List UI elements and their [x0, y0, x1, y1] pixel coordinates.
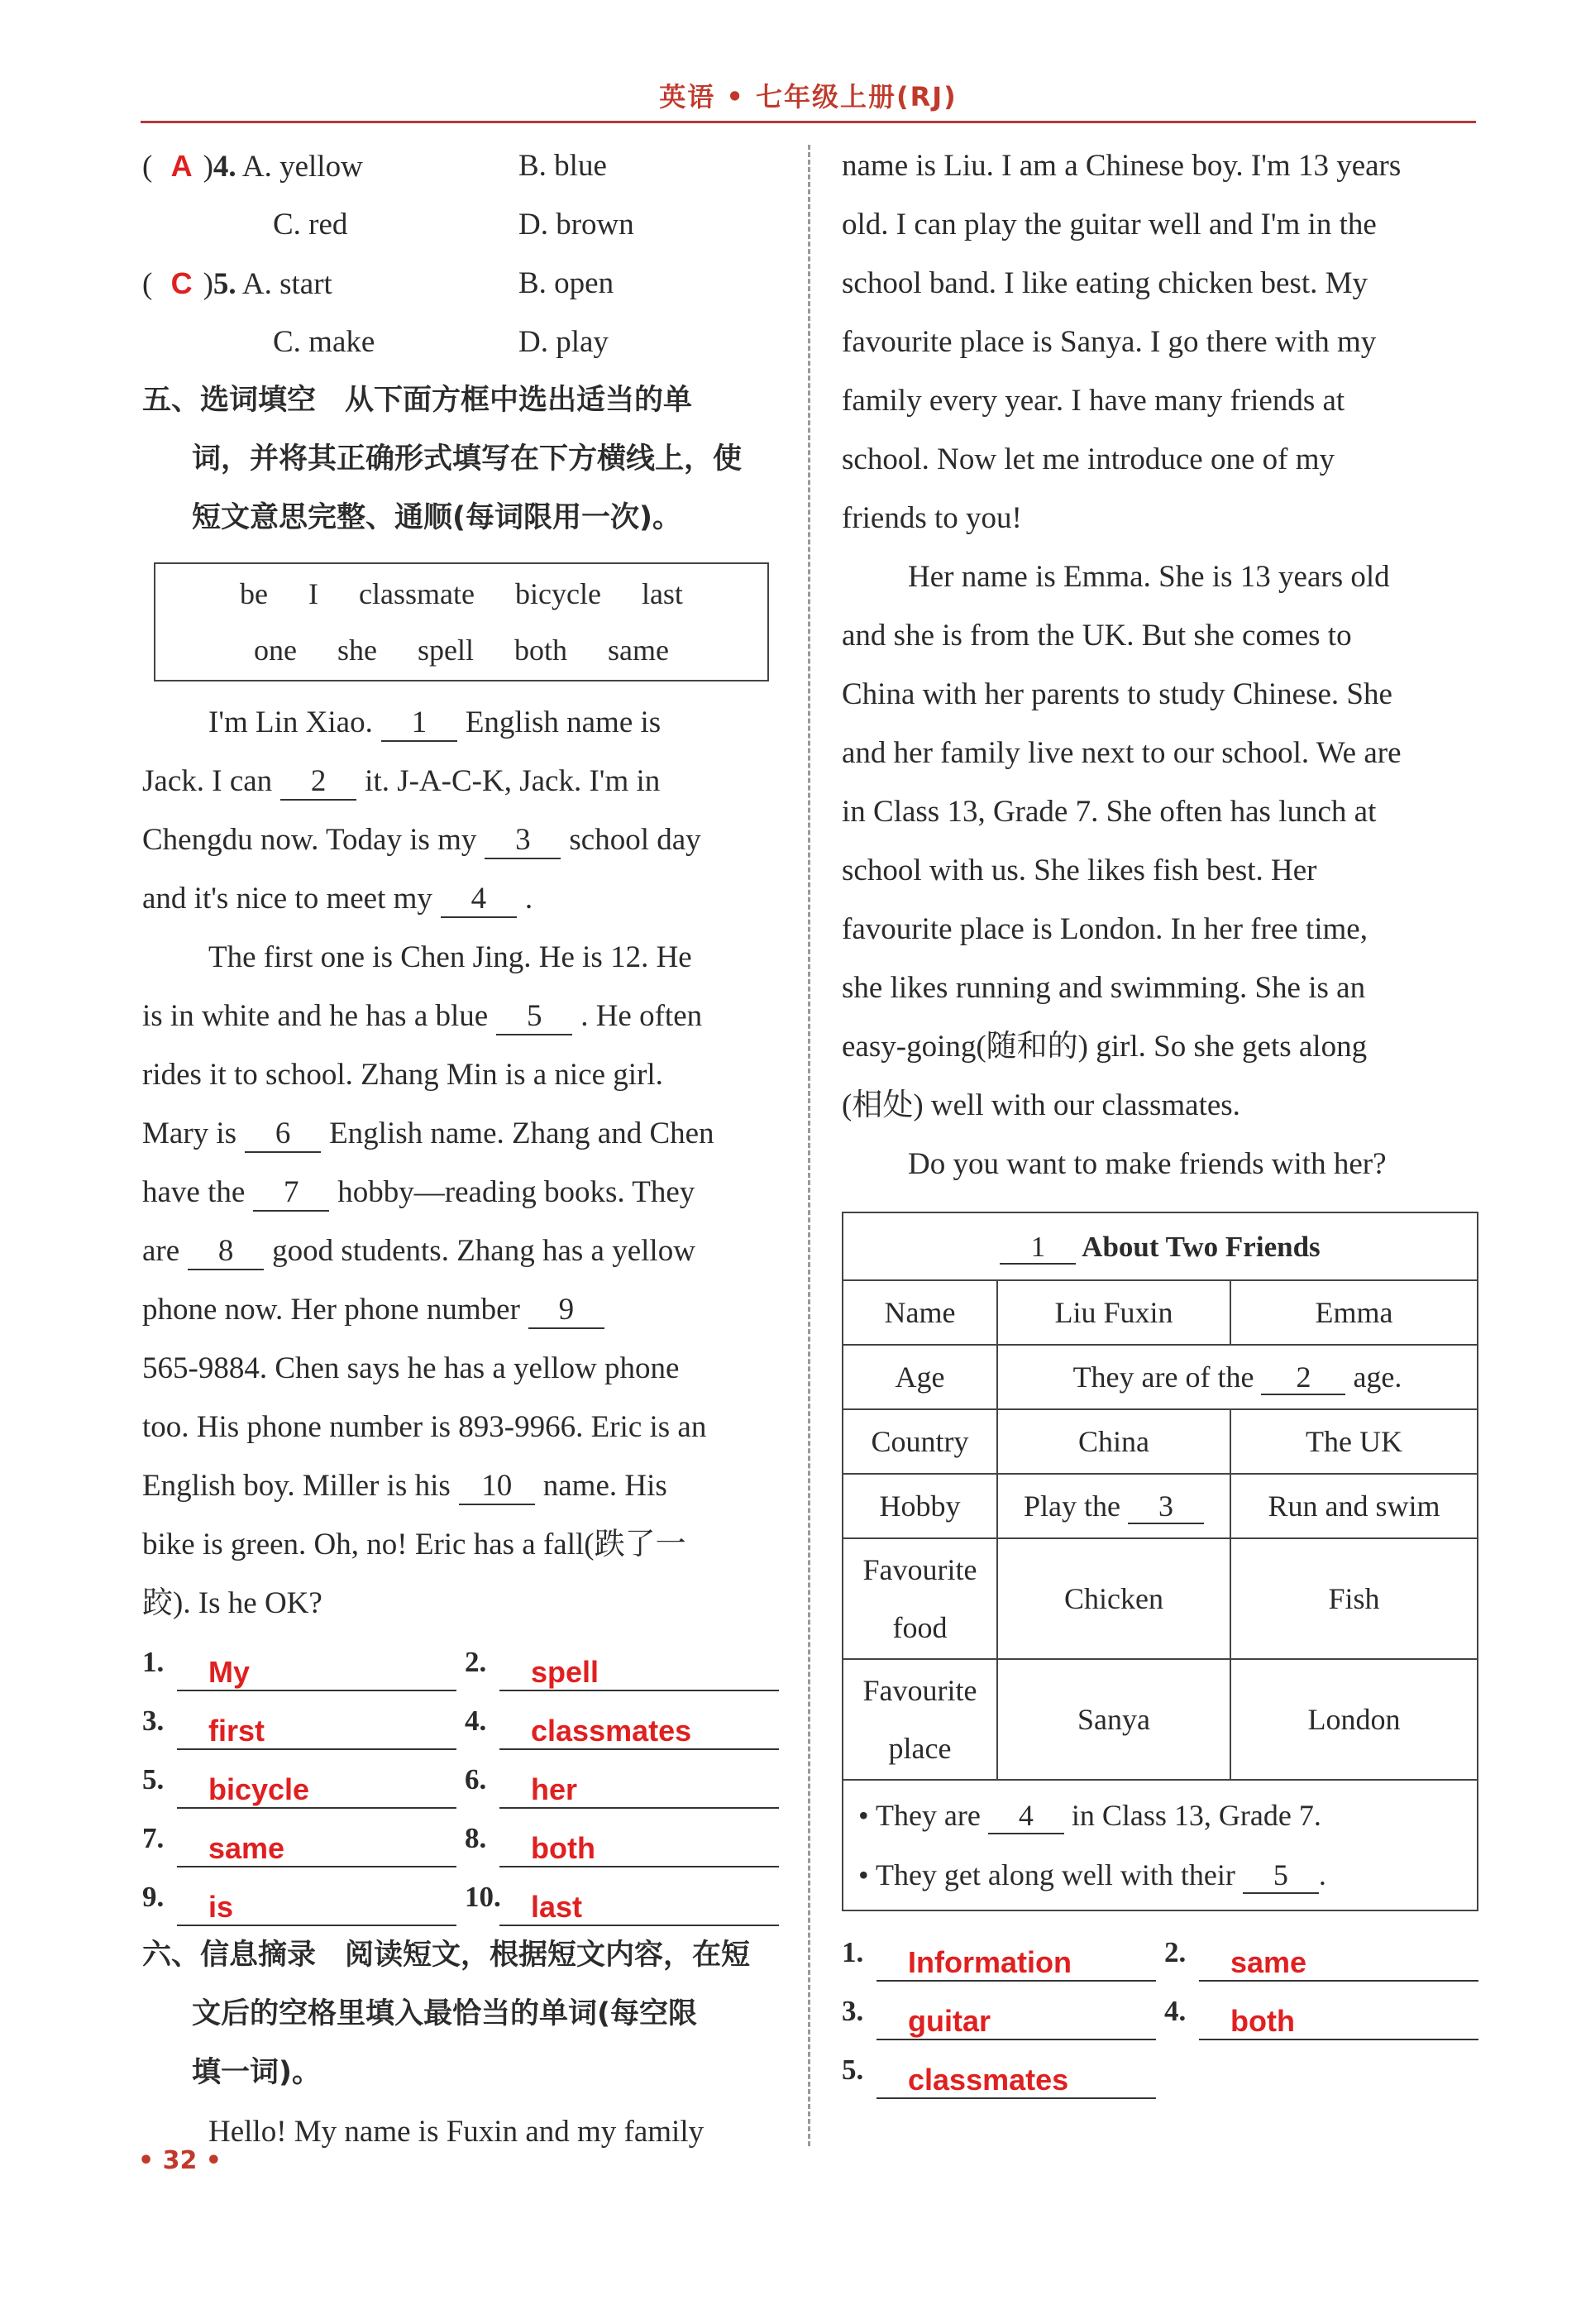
passage-line: easy-going(随和的) girl. So she gets along [842, 1030, 1368, 1064]
footer-text: • They are [858, 1799, 981, 1832]
answer-row [842, 1923, 1164, 1982]
word-bank-word: I [308, 577, 319, 610]
blank: 3 [1128, 1490, 1204, 1525]
word-bank-word: last [641, 577, 683, 610]
choice-answer: C [170, 266, 193, 300]
answer-row [465, 1809, 779, 1867]
answer-number: 7. [142, 1822, 165, 1854]
page-header [141, 73, 1476, 123]
footer-line [858, 1786, 1462, 1845]
passage-text: and it's nice to meet my [142, 882, 432, 916]
section-6-title-line2: 文后的空格里填入最恰当的单词(每空限 [192, 1997, 697, 2030]
answer-fill: spell [499, 1654, 779, 1691]
column-divider [808, 145, 810, 2146]
cell: London [1230, 1659, 1478, 1780]
word-bank-word: be [240, 577, 269, 610]
caption-text: About Two Friends [1082, 1230, 1321, 1263]
word-bank-box [154, 562, 769, 681]
cell: Chicken [997, 1538, 1230, 1659]
table-row [843, 1345, 1478, 1409]
passage-line [142, 869, 779, 928]
answer-number: 8. [465, 1822, 487, 1854]
passage-line: name is Liu. I am a Chinese boy. I'm 13 years [842, 149, 1402, 183]
passage-text: hobby—reading books. They [337, 1175, 695, 1209]
paren: ) [203, 267, 213, 301]
section-5-passage [142, 693, 779, 1633]
passage-text: . He often [580, 999, 703, 1033]
row-label-line: food [892, 1611, 948, 1644]
passage-line [142, 811, 779, 869]
page-number: • 32 • [138, 2146, 222, 2175]
choice-answer: A [170, 149, 193, 183]
answer-row [142, 1750, 465, 1809]
blank: 2 [280, 765, 356, 801]
table-row [843, 1280, 1478, 1345]
paren: ) [203, 150, 213, 184]
answer-row [142, 1691, 465, 1750]
passage-line: (相处) well with our classmates. [842, 1088, 1240, 1122]
question-5-row2 [142, 313, 779, 371]
table-row [843, 1538, 1478, 1659]
answer-fill: classmates [499, 1713, 779, 1750]
passage-line [142, 1045, 779, 1104]
table-caption [843, 1212, 1478, 1280]
cell: China [997, 1409, 1230, 1474]
passage-text: good students. Zhang has a yellow [272, 1234, 695, 1268]
passage-line: Do you want to make friends with her? [908, 1147, 1387, 1181]
passage-text: have the [142, 1175, 246, 1209]
word-bank-word: one [254, 634, 297, 667]
answer-number: 3. [842, 1995, 864, 2027]
paren: ( [142, 150, 153, 184]
section-5-answers [142, 1633, 779, 1926]
passage-line: she likes running and swimming. She is an [842, 971, 1366, 1005]
answer-fill: last [499, 1889, 779, 1926]
answer-fill: both [499, 1830, 779, 1867]
option-b: B. open [518, 266, 614, 300]
option-a: A. yellow [241, 150, 363, 184]
passage-text: Jack. I can [142, 764, 273, 798]
blank: 9 [528, 1294, 604, 1329]
answer-number: 9. [142, 1881, 165, 1913]
passage-line [142, 1456, 779, 1515]
passage-text: English name. Zhang and Chen [329, 1117, 714, 1150]
passage-line [142, 928, 779, 987]
passage-text: English boy. Miller is his [142, 1469, 451, 1503]
cell-text: age. [1353, 1360, 1402, 1394]
passage-line [142, 1163, 779, 1222]
paren: ( [142, 267, 153, 301]
passage-line [142, 1515, 779, 1574]
blank: 4 [988, 1800, 1064, 1834]
blank: 1 [1000, 1231, 1076, 1265]
passage-text: . [524, 882, 533, 916]
table-row [843, 1409, 1478, 1474]
answer-number: 5. [142, 1763, 165, 1796]
answer-row [842, 1982, 1164, 2040]
blank: 8 [188, 1235, 264, 1270]
passage-text: The first one is Chen Jing. He is 12. He [208, 940, 692, 974]
answer-number: 2. [465, 1646, 487, 1678]
section-6-title-line1: 六、信息摘录 阅读短文，根据短文内容，在短 [142, 1939, 751, 1972]
passage-line [142, 693, 779, 752]
blank: 1 [381, 706, 457, 742]
option-c: C. make [273, 325, 375, 359]
passage-text: phone now. Her phone number [142, 1293, 520, 1327]
row-label: Age [843, 1345, 997, 1409]
option-a: A. start [241, 267, 332, 301]
section-6-title-line3: 填一词)。 [192, 2056, 321, 2089]
word-bank-row [155, 622, 767, 678]
answer-row [465, 1867, 779, 1926]
answer-fill: is [177, 1889, 456, 1926]
answer-number: 6. [465, 1763, 487, 1796]
passage-text: are [142, 1234, 180, 1268]
cell: Sanya [997, 1659, 1230, 1780]
passage-line [142, 1398, 779, 1456]
option-c: C. red [273, 208, 348, 241]
passage-text: 565-9884. Chen says he has a yellow phone [142, 1351, 680, 1385]
passage-line: China with her parents to study Chinese. She [842, 677, 1392, 711]
word-bank-word: same [608, 634, 669, 667]
answer-fill: first [177, 1713, 456, 1750]
word-bank-row [155, 566, 767, 622]
answer-row [1164, 1982, 1478, 2040]
answer-number: 4. [465, 1705, 487, 1737]
passage-text: rides it to school. Zhang Min is a nice girl. [142, 1058, 663, 1092]
answer-number: 1. [142, 1646, 165, 1678]
cell-text: They are of the [1072, 1360, 1254, 1394]
passage-line [142, 1574, 779, 1633]
answer-row [465, 1691, 779, 1750]
answer-fill: guitar [876, 2003, 1156, 2040]
left-column [142, 136, 779, 2161]
passage-text: name. His [542, 1469, 667, 1503]
blank: 10 [459, 1470, 535, 1505]
blank: 5 [496, 1000, 572, 1035]
answer-number: 5. [842, 2054, 864, 2086]
answer-row [142, 1633, 465, 1691]
passage-line [142, 987, 779, 1045]
blank: 3 [485, 824, 561, 859]
passage-line: family every year. I have many friends at [842, 384, 1345, 418]
passage-text: I'm Lin Xiao. [208, 705, 373, 739]
row-label: Name [843, 1280, 997, 1345]
question-4-row2 [142, 195, 779, 254]
row-label: Hobby [843, 1474, 997, 1538]
cell: Run and swim [1230, 1474, 1478, 1538]
blank: 2 [1261, 1361, 1345, 1396]
answer-fill: bicycle [177, 1772, 456, 1809]
row-label [843, 1659, 997, 1780]
passage-text: English name is [465, 705, 662, 739]
passage-line: and she is from the UK. But she comes to [842, 619, 1352, 653]
passage-line: favourite place is London. In her free time, [842, 912, 1368, 946]
cell: Liu Fuxin [997, 1280, 1230, 1345]
answer-row [465, 1633, 779, 1691]
passage-line: school with us. She likes fish best. Her [842, 854, 1317, 887]
passage-line: friends to you! [842, 501, 1022, 535]
passage-line: old. I can play the guitar well and I'm in the [842, 208, 1377, 241]
footer-text: • They get along well with their [858, 1858, 1235, 1891]
cell: The UK [1230, 1409, 1478, 1474]
answer-row [842, 2040, 1164, 2099]
row-label [843, 1538, 997, 1659]
passage-line: favourite place is Sanya. I go there with my [842, 325, 1377, 359]
question-number: 4. [213, 150, 236, 184]
answer-fill: classmates [876, 2062, 1156, 2099]
passage-line [142, 1222, 779, 1280]
passage-text: bike is green. Oh, no! Eric has a fall(跌了一 [142, 1528, 686, 1561]
row-label-line: Favourite [862, 1674, 977, 1707]
blank: 7 [253, 1176, 329, 1212]
section-5-title-line1: 五、选词填空 从下面方框中选出适当的单 [142, 384, 693, 417]
passage-paragraph-2 [842, 548, 1478, 1135]
answer-number: 10. [465, 1881, 501, 1913]
passage-line [142, 1339, 779, 1398]
option-b: B. blue [518, 149, 607, 183]
footer-text: in Class 13, Grade 7. [1071, 1799, 1321, 1832]
table-row [843, 1659, 1478, 1780]
answer-row [1164, 1923, 1478, 1982]
footer-text: . [1318, 1858, 1326, 1891]
blank: 5 [1243, 1859, 1319, 1894]
answer-fill: My [177, 1654, 456, 1691]
row-label-line: place [888, 1732, 952, 1765]
section-5-title-line2: 词，并将其正确形式填写在下方横线上，使 [192, 442, 743, 476]
answer-number: 2. [1164, 1936, 1187, 1968]
word-bank-word: classmate [359, 577, 475, 610]
info-table [842, 1212, 1478, 1911]
table-footer [843, 1780, 1478, 1910]
blank: 4 [441, 882, 517, 918]
question-5 [142, 254, 779, 313]
passage-line [142, 752, 779, 811]
passage-text: Mary is [142, 1117, 237, 1150]
answer-row [142, 1867, 465, 1926]
passage-line: Her name is Emma. She is 13 years old [908, 560, 1390, 594]
passage-paragraph-1 [842, 136, 1478, 548]
word-bank-word: spell [418, 634, 474, 667]
row-label: Country [843, 1409, 997, 1474]
answer-number: 3. [142, 1705, 165, 1737]
option-d: D. play [518, 325, 609, 359]
passage-text: too. His phone number is 893-9966. Eric is an [142, 1410, 707, 1444]
word-bank-word: both [514, 634, 568, 667]
passage-text: is in white and he has a blue [142, 999, 489, 1033]
passage-text: school day [569, 823, 701, 857]
passage-line [142, 1104, 779, 1163]
blank: 6 [245, 1117, 321, 1153]
answer-fill: her [499, 1772, 779, 1809]
header-title: 英语 • 七年级上册(RJ) [659, 81, 958, 112]
passage-text: it. J-A-C-K, Jack. I'm in [365, 764, 661, 798]
passage-line: school. Now let me introduce one of my [842, 442, 1335, 476]
cell [997, 1474, 1230, 1538]
passage-line: and her family live next to our school. We are [842, 736, 1402, 770]
answer-number: 4. [1164, 1995, 1187, 2027]
question-number: 5. [213, 267, 236, 301]
answer-row [465, 1750, 779, 1809]
question-4 [142, 136, 779, 195]
word-bank-word: bicycle [514, 577, 601, 610]
section-6-answers [842, 1923, 1478, 2099]
passage-line: Hello! My name is Fuxin and my family [208, 2115, 705, 2149]
passage-line [142, 1280, 779, 1339]
answer-number: 1. [842, 1936, 864, 1968]
passage-line: school band. I like eating chicken best. My [842, 266, 1368, 300]
option-d: D. brown [518, 208, 634, 241]
cell-text: Play the [1024, 1489, 1120, 1523]
answer-row [142, 1809, 465, 1867]
footer-line [858, 1845, 1462, 1905]
table-footer-row [843, 1780, 1478, 1910]
passage-text: Chengdu now. Today is my [142, 823, 477, 857]
passage-line: in Class 13, Grade 7. She often has lunch at [842, 795, 1377, 829]
cell [997, 1345, 1478, 1409]
answer-fill: same [177, 1830, 456, 1867]
answer-fill: both [1199, 2003, 1478, 2040]
table-row [843, 1474, 1478, 1538]
cell: Fish [1230, 1538, 1478, 1659]
word-bank-word: she [337, 634, 377, 667]
right-column [842, 136, 1478, 2099]
section-5-title-line3: 短文意思完整、通顺(每词限用一次)。 [192, 501, 681, 534]
row-label-line: Favourite [862, 1553, 977, 1586]
cell: Emma [1230, 1280, 1478, 1345]
passage-text: 跤). Is he OK? [142, 1586, 322, 1620]
answer-fill: same [1199, 1944, 1478, 1982]
answer-fill: Information [876, 1944, 1156, 1982]
